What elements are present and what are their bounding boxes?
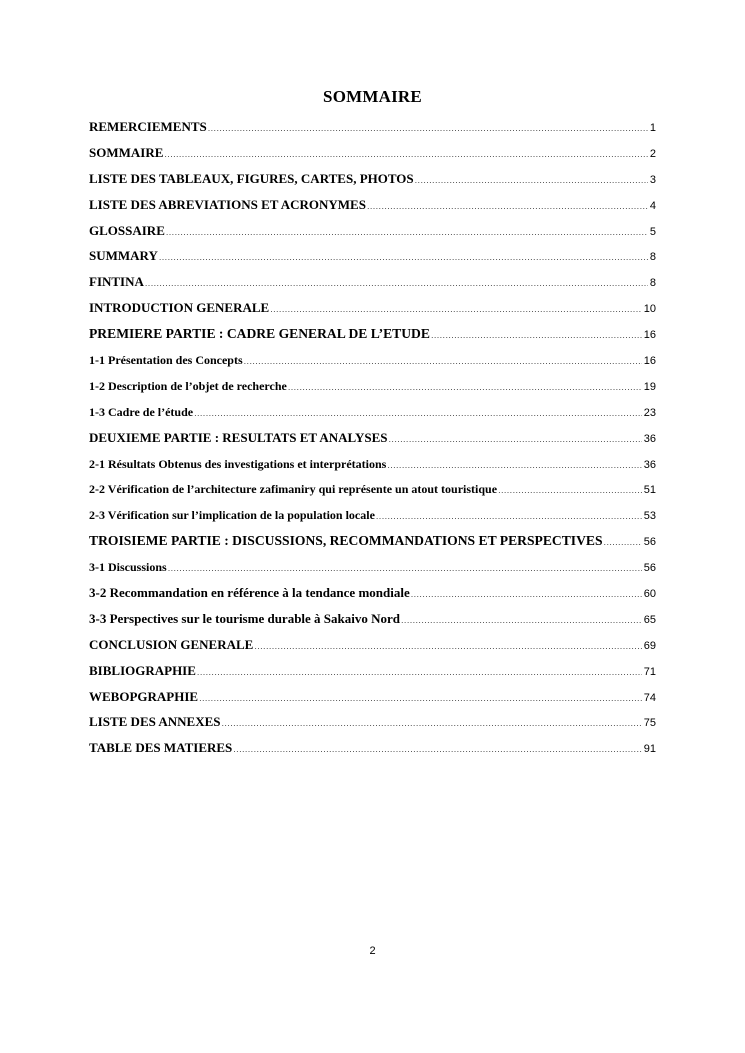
- toc-dot-leader: [244, 351, 642, 371]
- toc-entry[interactable]: [89, 402, 656, 428]
- toc-dot-leader: [199, 688, 642, 708]
- toc-dot-leader: [197, 662, 642, 682]
- toc-dot-leader: [166, 222, 648, 242]
- toc-entry-page: 4: [649, 199, 656, 212]
- toc-entry-label: REMERCIEMENTS: [89, 119, 207, 134]
- toc-dot-leader: [145, 273, 648, 293]
- toc-entry-page: 36: [643, 458, 656, 471]
- toc-entry-page: 69: [643, 639, 656, 652]
- toc-entry[interactable]: [89, 505, 656, 531]
- toc-entry-page: 10: [643, 303, 656, 316]
- toc-entry-page: 53: [643, 510, 656, 523]
- toc-dot-leader: [431, 325, 642, 345]
- toc-entry-page: 91: [643, 743, 656, 756]
- toc-dot-leader: [222, 713, 642, 733]
- toc-entry-page: 2: [649, 147, 656, 160]
- toc-entry-page: 1: [649, 122, 656, 134]
- toc-entry-label: 3-1 Discussions: [89, 560, 167, 575]
- toc-entry[interactable]: [89, 428, 656, 454]
- toc-entry-page: 16: [643, 355, 656, 368]
- toc-entry-page: 74: [643, 691, 656, 704]
- toc-entry-label: 1-2 Description de l’objet de recherche: [89, 378, 287, 393]
- toc-entry-label: PREMIERE PARTIE : CADRE GENERAL DE L’ETUDE: [89, 326, 430, 342]
- toc-entry-label: 2-1 Résultats Obtenus des investigations et interprétations: [89, 456, 387, 471]
- toc-entry[interactable]: [89, 221, 656, 247]
- page-title: SOMMAIRE: [323, 87, 422, 106]
- toc-entry-page: 65: [643, 613, 656, 626]
- toc-entry-label: SUMMARY: [89, 248, 158, 264]
- toc-entry[interactable]: [89, 583, 656, 609]
- toc-entry-label: 3-2 Recommandation en référence à la tendance mondiale: [89, 585, 410, 601]
- toc-entry-label: TROISIEME PARTIE : DISCUSSIONS, RECOMMANDATIONS ET PERSPECTIVES: [89, 533, 603, 549]
- toc-dot-leader: [415, 170, 648, 190]
- toc-entry-page: 5: [649, 225, 656, 238]
- toc-entry[interactable]: [89, 272, 656, 298]
- toc-entry-label: SOMMAIRE: [89, 144, 164, 160]
- toc-entry-page: 71: [643, 665, 656, 678]
- toc-entry[interactable]: [89, 661, 656, 687]
- toc-dot-leader: [270, 299, 642, 319]
- toc-entry[interactable]: [89, 376, 656, 402]
- toc-entry-label: 1-3 Cadre de l’étude: [89, 404, 194, 419]
- toc-dot-leader: [367, 196, 648, 216]
- toc-entry-page: 19: [643, 380, 656, 393]
- toc-entry-page: 16: [643, 329, 656, 342]
- toc-entry[interactable]: [89, 246, 656, 272]
- toc-entry[interactable]: [89, 609, 656, 635]
- toc-entry-label: FINTINA: [89, 274, 144, 290]
- toc-entry[interactable]: [89, 298, 656, 324]
- toc-entry-page: 56: [643, 562, 656, 575]
- toc-dot-leader: [498, 480, 642, 500]
- toc-entry[interactable]: [89, 635, 656, 661]
- footer-page-number: 2: [369, 945, 376, 957]
- toc-entry-page: 75: [643, 717, 656, 730]
- toc-entry-label: WEBOPGRAPHIE: [89, 688, 199, 704]
- toc-entry[interactable]: [89, 738, 656, 764]
- toc-entry-page: 51: [643, 484, 656, 497]
- toc-dot-leader: [254, 636, 641, 656]
- toc-entry-page: 23: [643, 406, 656, 419]
- toc-entry[interactable]: [89, 143, 656, 169]
- toc-entry-page: 36: [643, 432, 656, 445]
- toc-entry-label: GLOSSAIRE: [89, 222, 165, 238]
- toc-dot-leader: [159, 247, 648, 267]
- toc-dot-leader: [194, 403, 642, 423]
- toc-dot-leader: [288, 377, 642, 397]
- toc-entry-label: 2-2 Vérification de l’architecture zafimaniry qui représente un atout touristique: [89, 482, 498, 497]
- toc-entry-page: 60: [643, 588, 656, 601]
- toc-entry-page: 8: [649, 251, 656, 264]
- toc-dot-leader: [376, 506, 642, 526]
- toc-entry-label: DEUXIEME PARTIE : RESULTATS ET ANALYSES: [89, 429, 388, 445]
- table-of-contents: [89, 117, 656, 764]
- toc-dot-leader: [401, 610, 642, 630]
- toc-dot-leader: [387, 455, 641, 475]
- toc-entry[interactable]: [89, 557, 656, 583]
- toc-entry[interactable]: [89, 350, 656, 376]
- toc-entry-page: 8: [649, 277, 656, 290]
- toc-dot-leader: [389, 429, 642, 449]
- toc-dot-leader: [164, 144, 647, 164]
- toc-entry[interactable]: [89, 169, 656, 195]
- toc-entry[interactable]: [89, 324, 656, 350]
- toc-entry-label: BIBLIOGRAPHIE: [89, 662, 196, 678]
- toc-entry-label: LISTE DES ABREVIATIONS ET ACRONYMES: [89, 196, 366, 212]
- toc-entry[interactable]: [89, 687, 656, 713]
- toc-entry[interactable]: [89, 117, 656, 143]
- toc-dot-leader: [411, 584, 642, 604]
- toc-dot-leader: [604, 532, 642, 552]
- toc-entry-label: LISTE DES TABLEAUX, FIGURES, CARTES, PHOTOS: [89, 170, 414, 186]
- toc-entry-label: LISTE DES ANNEXES: [89, 714, 221, 730]
- toc-entry[interactable]: [89, 454, 656, 480]
- toc-entry[interactable]: [89, 479, 656, 505]
- toc-dot-leader: [208, 118, 648, 138]
- toc-entry-label: 2-3 Vérification sur l’implication de la population locale: [89, 508, 375, 523]
- toc-entry-page: 3: [649, 173, 656, 186]
- toc-entry-label: INTRODUCTION GENERALE: [89, 300, 270, 316]
- toc-entry[interactable]: [89, 195, 656, 221]
- toc-entry-label: CONCLUSION GENERALE: [89, 636, 254, 652]
- toc-entry[interactable]: [89, 712, 656, 738]
- toc-dot-leader: [168, 558, 642, 578]
- toc-entry-label: 3-3 Perspectives sur le tourisme durable à Sakaivo Nord: [89, 610, 401, 626]
- toc-entry-label: TABLE DES MATIERES: [89, 740, 233, 756]
- toc-dot-leader: [233, 739, 641, 759]
- toc-entry-page: 56: [643, 536, 656, 549]
- toc-entry-label: 1-1 Présentation des Concepts: [89, 353, 243, 368]
- toc-entry[interactable]: [89, 531, 656, 557]
